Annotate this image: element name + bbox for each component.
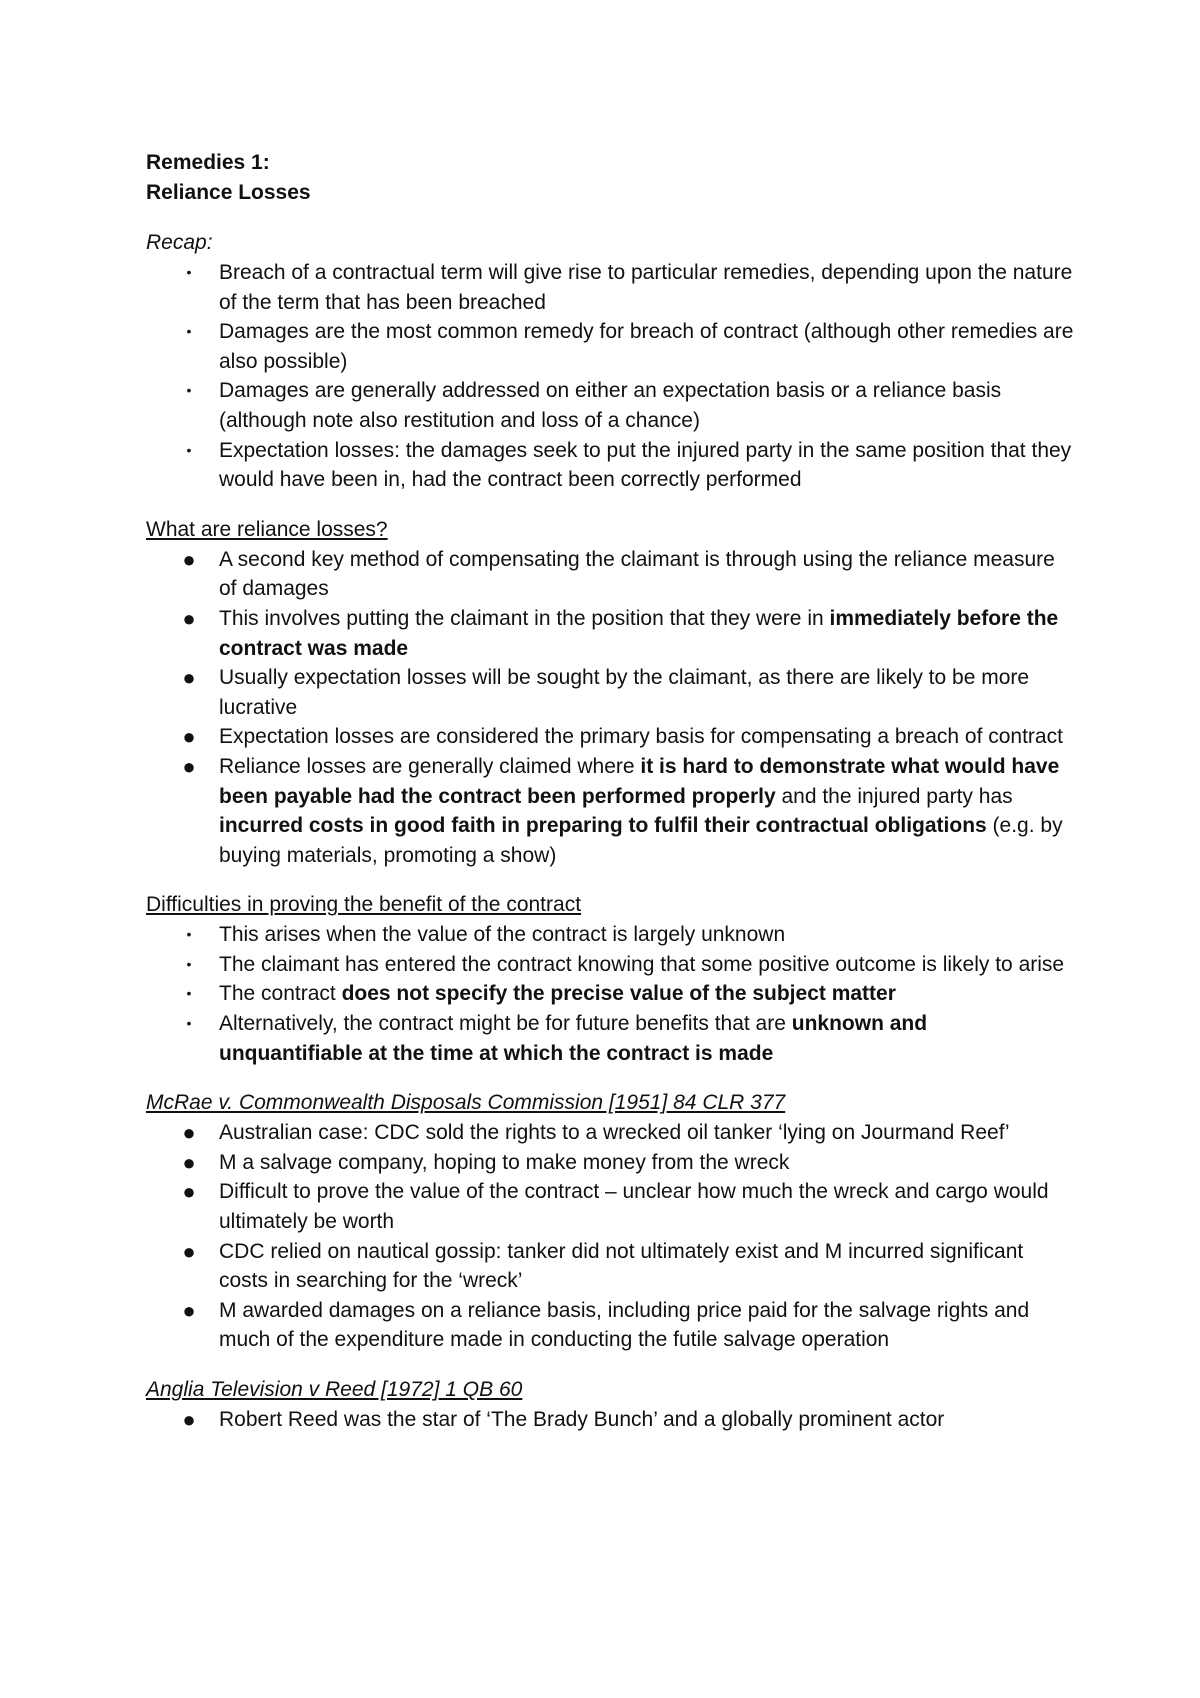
bullet-icon: ● (182, 1297, 196, 1323)
list-item (146, 317, 1076, 376)
bullet-icon: • (186, 441, 192, 458)
section-heading: Recap: (146, 231, 213, 254)
bullet-list (146, 1118, 1076, 1355)
sections-container (146, 228, 1076, 1435)
list-item (146, 1237, 1076, 1296)
section (146, 890, 1076, 1068)
bullet-icon: ● (182, 1149, 196, 1175)
list-item (146, 604, 1076, 663)
item-text: A second key method of compensating the claimant is through using the reliance measure of damages (219, 547, 1055, 601)
item-text: CDC relied on nautical gossip: tanker did not ultimately exist and M incurred significant costs in searching for the ‘wreck’ (219, 1239, 1024, 1293)
bullet-icon: ● (182, 546, 196, 572)
bullet-icon: ● (182, 605, 196, 631)
bullet-icon: ● (182, 1120, 196, 1146)
bold-text: it is hard to demonstrate what would have been payable had the contract been performed properly (219, 754, 1060, 808)
list-item (146, 752, 1076, 870)
list-item (146, 376, 1076, 435)
section (146, 515, 1076, 871)
list-item (146, 950, 1076, 980)
item-text: Damages are generally addressed on either an expectation basis or a reliance basis (although note also restitution and loss of a chance) (219, 379, 1002, 432)
section-heading: Anglia Television v Reed [1972] 1 QB 60 (146, 1378, 523, 1401)
list-item (146, 979, 1076, 1009)
list-item (146, 1177, 1076, 1236)
item-text: and the injured party has (775, 784, 1013, 808)
section (146, 1375, 1076, 1435)
section-heading: McRae v. Commonwealth Disposals Commission [1951] 84 CLR 377 (146, 1091, 786, 1115)
item-text: M a salvage company, hoping to make money from the wreck (219, 1150, 790, 1174)
item-text: Reliance losses are generally claimed where (219, 754, 641, 778)
item-text: Expectation losses are considered the primary basis for compensating a breach of contract (219, 725, 1063, 749)
bullet-icon: ● (182, 665, 196, 691)
section-heading: What are reliance losses? (146, 517, 388, 541)
item-text: M awarded damages on a reliance basis, including price paid for the salvage rights and much of the expenditure made in conducting the futile salvage operation (219, 1298, 1030, 1352)
list-item (146, 1296, 1076, 1355)
bullet-icon: • (186, 382, 192, 399)
list-item (146, 663, 1076, 722)
bullet-icon: • (186, 955, 192, 972)
list-item (146, 1405, 1076, 1435)
document-title (146, 148, 1076, 208)
list-item (146, 545, 1076, 604)
bullet-icon: • (186, 985, 192, 1002)
list-item (146, 436, 1076, 495)
bullet-icon: ● (182, 724, 196, 750)
item-text: Damages are the most common remedy for breach of contract (although other remedies are also possible) (219, 320, 1074, 373)
section (146, 228, 1076, 495)
bullet-list (146, 545, 1076, 871)
section (146, 1088, 1076, 1355)
list-item (146, 1118, 1076, 1148)
list-item (146, 258, 1076, 317)
bold-text: unknown and unquantifiable at the time at which the contract is made (219, 1012, 928, 1065)
list-item (146, 1148, 1076, 1178)
bullet-icon: ● (182, 1407, 196, 1432)
bullet-list (146, 1405, 1076, 1435)
bold-text: immediately before the contract was made (219, 606, 1059, 660)
section-heading: Difficulties in proving the benefit of the contract (146, 893, 582, 917)
bullet-icon: • (186, 1015, 192, 1032)
item-text: Expectation losses: the damages seek to put the injured party in the same position that they would have been in, had the contract been correctly performed (219, 438, 1072, 492)
bullet-icon: • (186, 926, 192, 943)
item-text: Alternatively, the contract might be for future benefits that are (219, 1012, 792, 1036)
item-text: This arises when the value of the contract is largely unknown (219, 923, 786, 947)
item-text: (e.g. by buying materials, promoting a show) (219, 814, 1063, 867)
list-item (146, 722, 1076, 752)
bullet-icon: ● (182, 1179, 196, 1205)
bullet-list (146, 258, 1076, 495)
document-content (146, 148, 1076, 1435)
bullet-icon: ● (182, 753, 196, 779)
item-text: Breach of a contractual term will give rise to particular remedies, depending upon the nature of the term that has been breached (219, 261, 1073, 314)
item-text: The contract (219, 982, 342, 1006)
title-line-1: Remedies 1: (146, 151, 270, 174)
bullet-icon: • (186, 264, 192, 280)
item-text: The claimant has entered the contract knowing that some positive outcome is likely to arise (219, 952, 1065, 976)
item-text: Australian case: CDC sold the rights to a wrecked oil tanker ‘lying on Jourmand Reef’ (219, 1121, 1010, 1145)
bold-text: incurred costs in good faith in preparing to fulfil their contractual obligations (219, 814, 987, 838)
item-text: Usually expectation losses will be sought by the claimant, as there are likely to be more lucrative (219, 666, 1030, 719)
list-item (146, 920, 1076, 950)
bullet-icon: ● (182, 1238, 196, 1264)
bold-text: does not specify the precise value of the subject matter (341, 982, 896, 1006)
item-text: Robert Reed was the star of ‘The Brady Bunch’ and a globally prominent actor (219, 1408, 945, 1431)
item-text: Difficult to prove the value of the contract – unclear how much the wreck and cargo would ultimately be worth (219, 1180, 1049, 1234)
bullet-icon: • (186, 323, 192, 340)
bullet-list (146, 920, 1076, 1068)
title-line-2: Reliance Losses (146, 181, 311, 204)
item-text: This involves putting the claimant in the position that they were in (219, 606, 830, 630)
list-item (146, 1009, 1076, 1068)
